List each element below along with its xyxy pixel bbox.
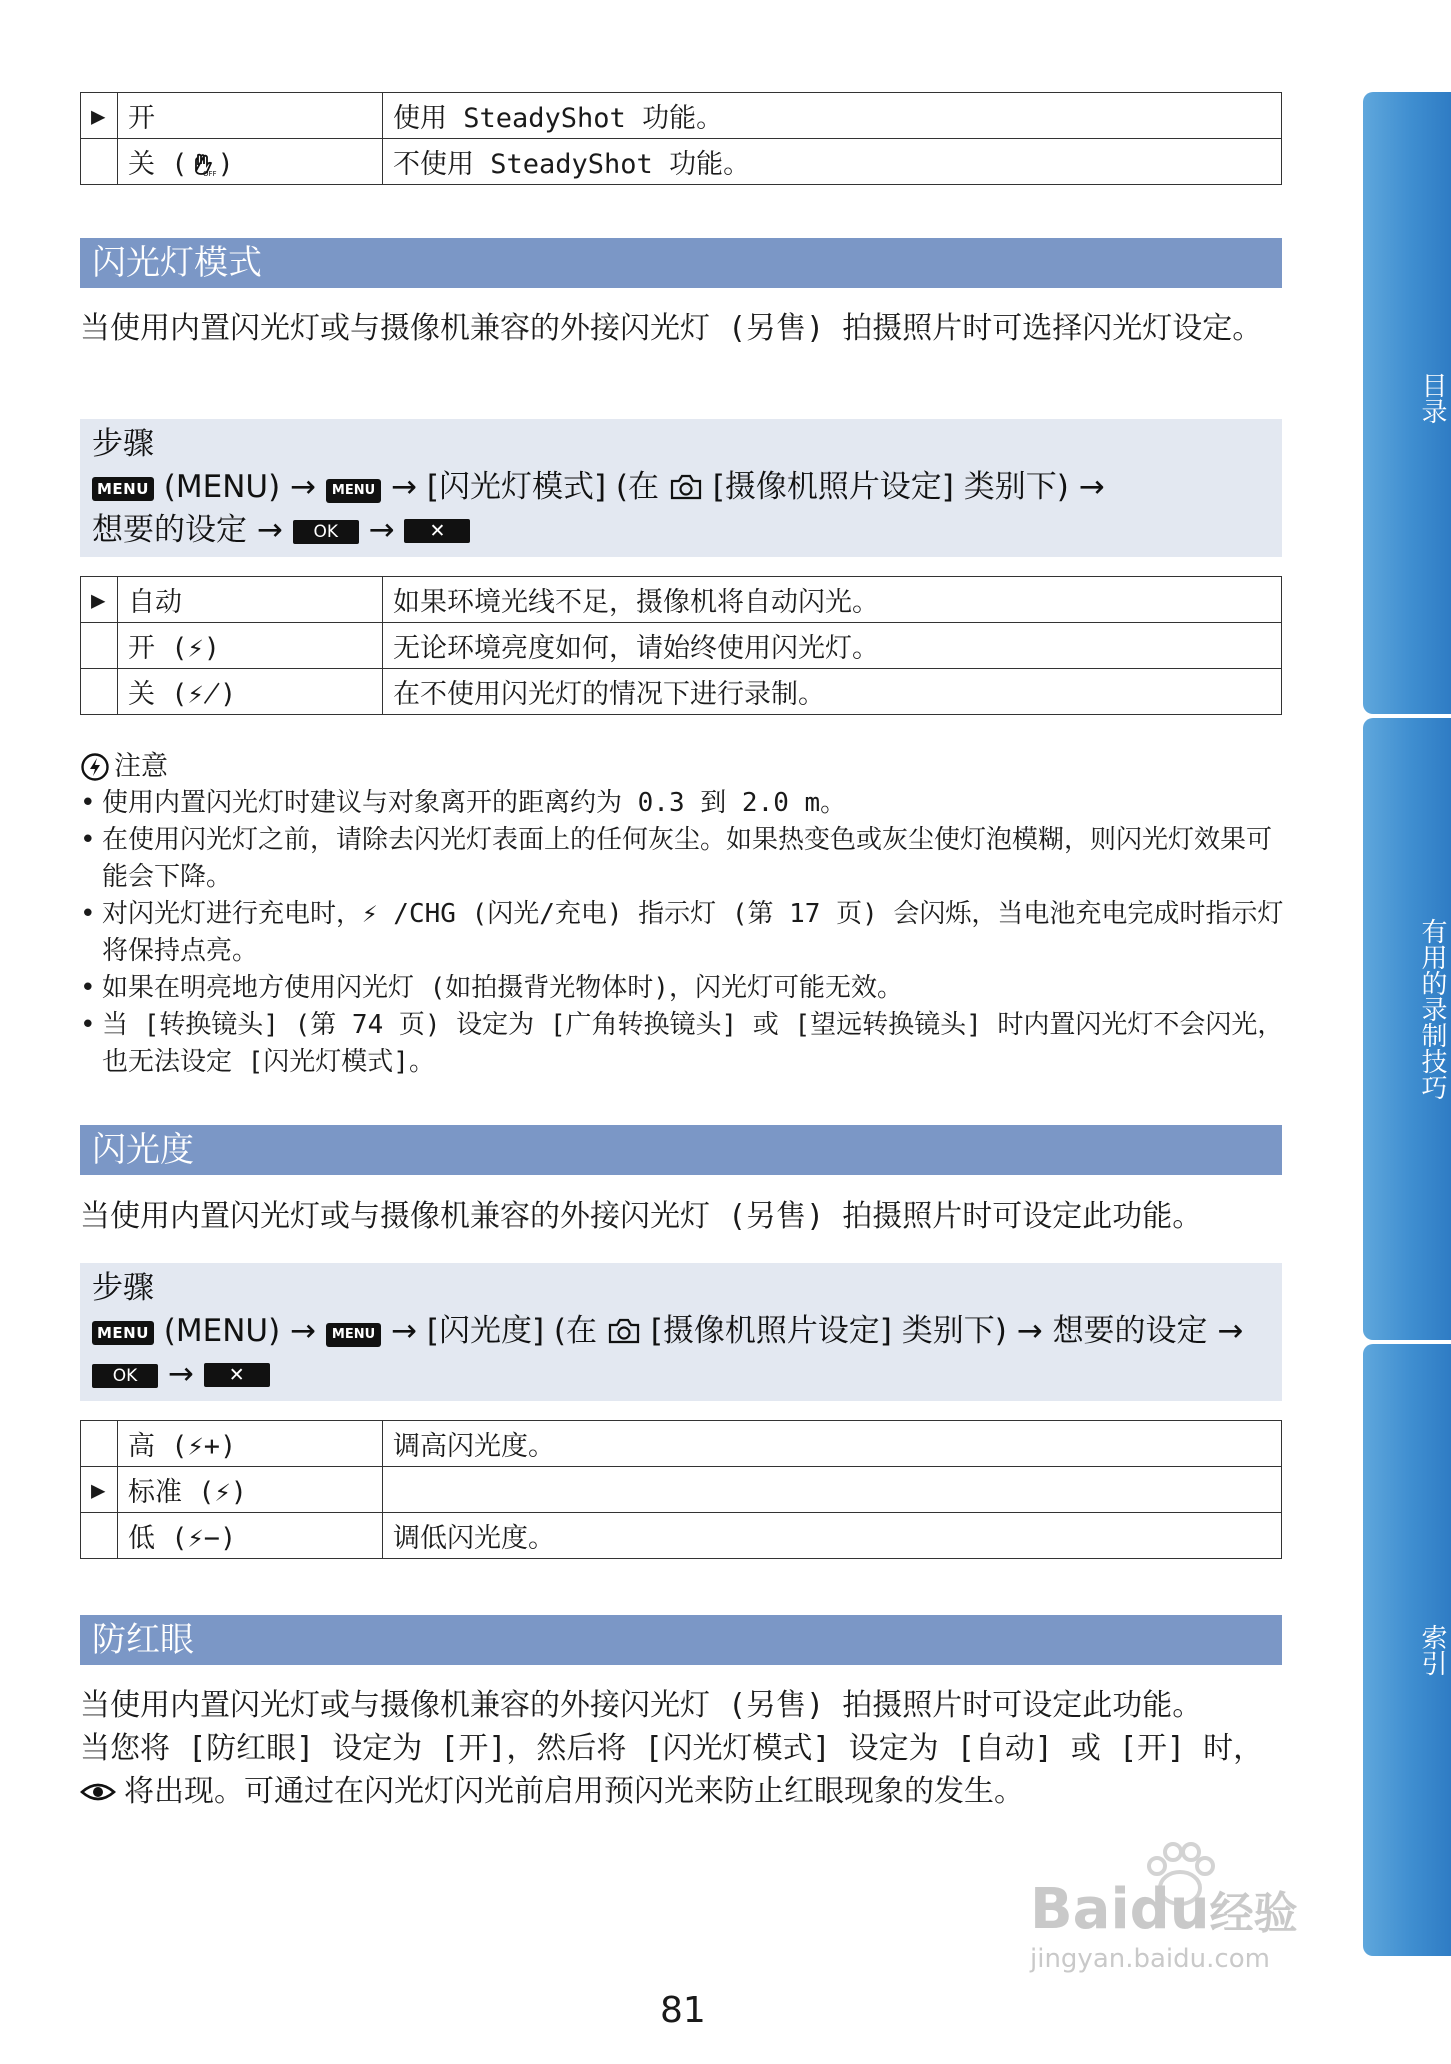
baidu-watermark: Baidu经验 jingyan.baidu.com: [1030, 1860, 1298, 1974]
option-desc: 调低闪光度。: [383, 1513, 1282, 1559]
option-name: 标准 (⚡): [118, 1467, 383, 1513]
caution-icon: [80, 752, 110, 782]
option-desc: [383, 1467, 1282, 1513]
flash-mode-intro: 当使用内置闪光灯或与摄像机兼容的外接闪光灯 (另售) 拍摄照片时可选择闪光灯设定。: [80, 311, 1263, 346]
option-desc: 不使用 SteadyShot 功能。: [383, 139, 1282, 185]
side-tab-index[interactable]: 索引: [1363, 1344, 1451, 1956]
option-name: 高 (⚡+): [118, 1421, 383, 1467]
steps-line: 想要的设定 → OK → ✕: [92, 509, 1270, 552]
side-tab-contents[interactable]: 目录: [1363, 92, 1451, 714]
table-row: [81, 669, 1282, 715]
table-row: [81, 577, 1282, 623]
list-item: • 如果在明亮地方使用闪光灯 (如拍摄背光物体时)，闪光灯可能无效。: [80, 970, 1290, 1007]
list-item: • 在使用闪光灯之前，请除去闪光灯表面上的任何灰尘。如果热变色或灰尘使灯泡模糊，则闪光灯效果可能会下降。: [80, 822, 1290, 896]
option-name: 自动: [118, 577, 383, 623]
option-desc: 调高闪光度。: [383, 1421, 1282, 1467]
close-button-icon: ✕: [404, 519, 470, 543]
table-row: [81, 1467, 1282, 1513]
section-heading-flash-level: 闪光度: [80, 1125, 1282, 1175]
option-name: 关 (⚡̸): [118, 669, 383, 715]
selected-marker: [81, 1421, 118, 1467]
option-name: 关 ( OFF ): [118, 139, 383, 185]
section-heading-red-eye: 防红眼: [80, 1615, 1282, 1665]
side-tab-recording-tips[interactable]: 有用的录制技巧: [1363, 718, 1451, 1340]
close-button-icon: ✕: [204, 1363, 270, 1387]
table-row: [81, 623, 1282, 669]
list-item: • 对闪光灯进行充电时，⚡ /CHG (闪光/充电) 指示灯 (第 17 页) 会闪烁，当电池充电完成时指示灯将保持点亮。: [80, 896, 1290, 970]
option-name: 低 (⚡−): [118, 1513, 383, 1559]
red-eye-icon: [80, 1780, 116, 1804]
table-row: [81, 93, 1282, 139]
option-desc: 无论环境亮度如何，请始终使用闪光灯。: [383, 623, 1282, 669]
menu-tab-icon: MENU: [326, 479, 381, 503]
option-desc: 使用 SteadyShot 功能。: [383, 93, 1282, 139]
steadyshot-off-icon: [188, 151, 218, 177]
camera-icon: [669, 473, 703, 501]
ok-button-icon: OK: [92, 1364, 158, 1388]
selected-marker: [81, 139, 118, 185]
flash-level-table: [80, 1420, 1282, 1559]
option-name: 开 (⚡): [118, 623, 383, 669]
notes-list: [80, 785, 1290, 1081]
selected-marker: [81, 669, 118, 715]
steps-title: 步骤: [92, 426, 154, 462]
red-eye-body: 当使用内置闪光灯或与摄像机兼容的外接闪光灯 (另售) 拍摄照片时可设定此功能。 当您将 [防红眼] 设定为 [开]，然后将 [闪光灯模式] 设定为 [自动] 或 [开] 时， 将出现。可通过在闪光灯闪光前启用预闪光来防止红眼现象的发生。: [80, 1688, 1264, 1809]
selected-marker: [81, 623, 118, 669]
flash-mode-table: [80, 576, 1282, 715]
table-row: [81, 139, 1282, 185]
flash-level-intro: 当使用内置闪光灯或与摄像机兼容的外接闪光灯 (另售) 拍摄照片时可设定此功能。: [80, 1199, 1203, 1234]
option-desc: 如果环境光线不足，摄像机将自动闪光。: [383, 577, 1282, 623]
option-name: 开: [118, 93, 383, 139]
selected-marker: ▶: [81, 577, 118, 623]
selected-marker: ▶: [81, 93, 118, 139]
selected-marker: [81, 1513, 118, 1559]
selected-marker: ▶: [81, 1467, 118, 1513]
menu-tab-icon: MENU: [326, 1323, 381, 1347]
camera-icon: [607, 1317, 641, 1345]
section-heading-flash-mode: 闪光灯模式: [80, 238, 1282, 288]
list-item: • 当 [转换镜头] (第 74 页) 设定为 [广角转换镜头] 或 [望远转换镜头] 时内置闪光灯不会闪光，也无法设定 [闪光灯模式]。: [80, 1007, 1290, 1081]
notes-block: [80, 748, 1290, 1081]
steps-title: 步骤: [92, 1270, 154, 1306]
steps-line: MENU (MENU) → MENU → [闪光灯模式] (在 [摄像机照片设定] 类别下) →: [92, 466, 1270, 509]
flash-level-steps: [80, 1263, 1282, 1401]
menu-button-icon: MENU: [92, 477, 154, 501]
menu-button-icon: MENU: [92, 1321, 154, 1345]
page-number: 81: [660, 1990, 706, 2031]
paw-icon: [1135, 1840, 1225, 1910]
table-row: [81, 1513, 1282, 1559]
svg-text:OFF: OFF: [202, 170, 217, 177]
ok-button-icon: OK: [293, 520, 359, 544]
table-row: [81, 1421, 1282, 1467]
list-item: • 使用内置闪光灯时建议与对象离开的距离约为 0.3 到 2.0 m。: [80, 785, 1290, 822]
steps-line: MENU (MENU) → MENU → [闪光度] (在 [摄像机照片设定] 类别下) → 想要的设定 → OK → ✕: [92, 1310, 1270, 1396]
notes-title: 注意: [80, 748, 1290, 785]
flash-mode-steps: [80, 419, 1282, 557]
steadyshot-table: [80, 92, 1282, 185]
option-desc: 在不使用闪光灯的情况下进行录制。: [383, 669, 1282, 715]
